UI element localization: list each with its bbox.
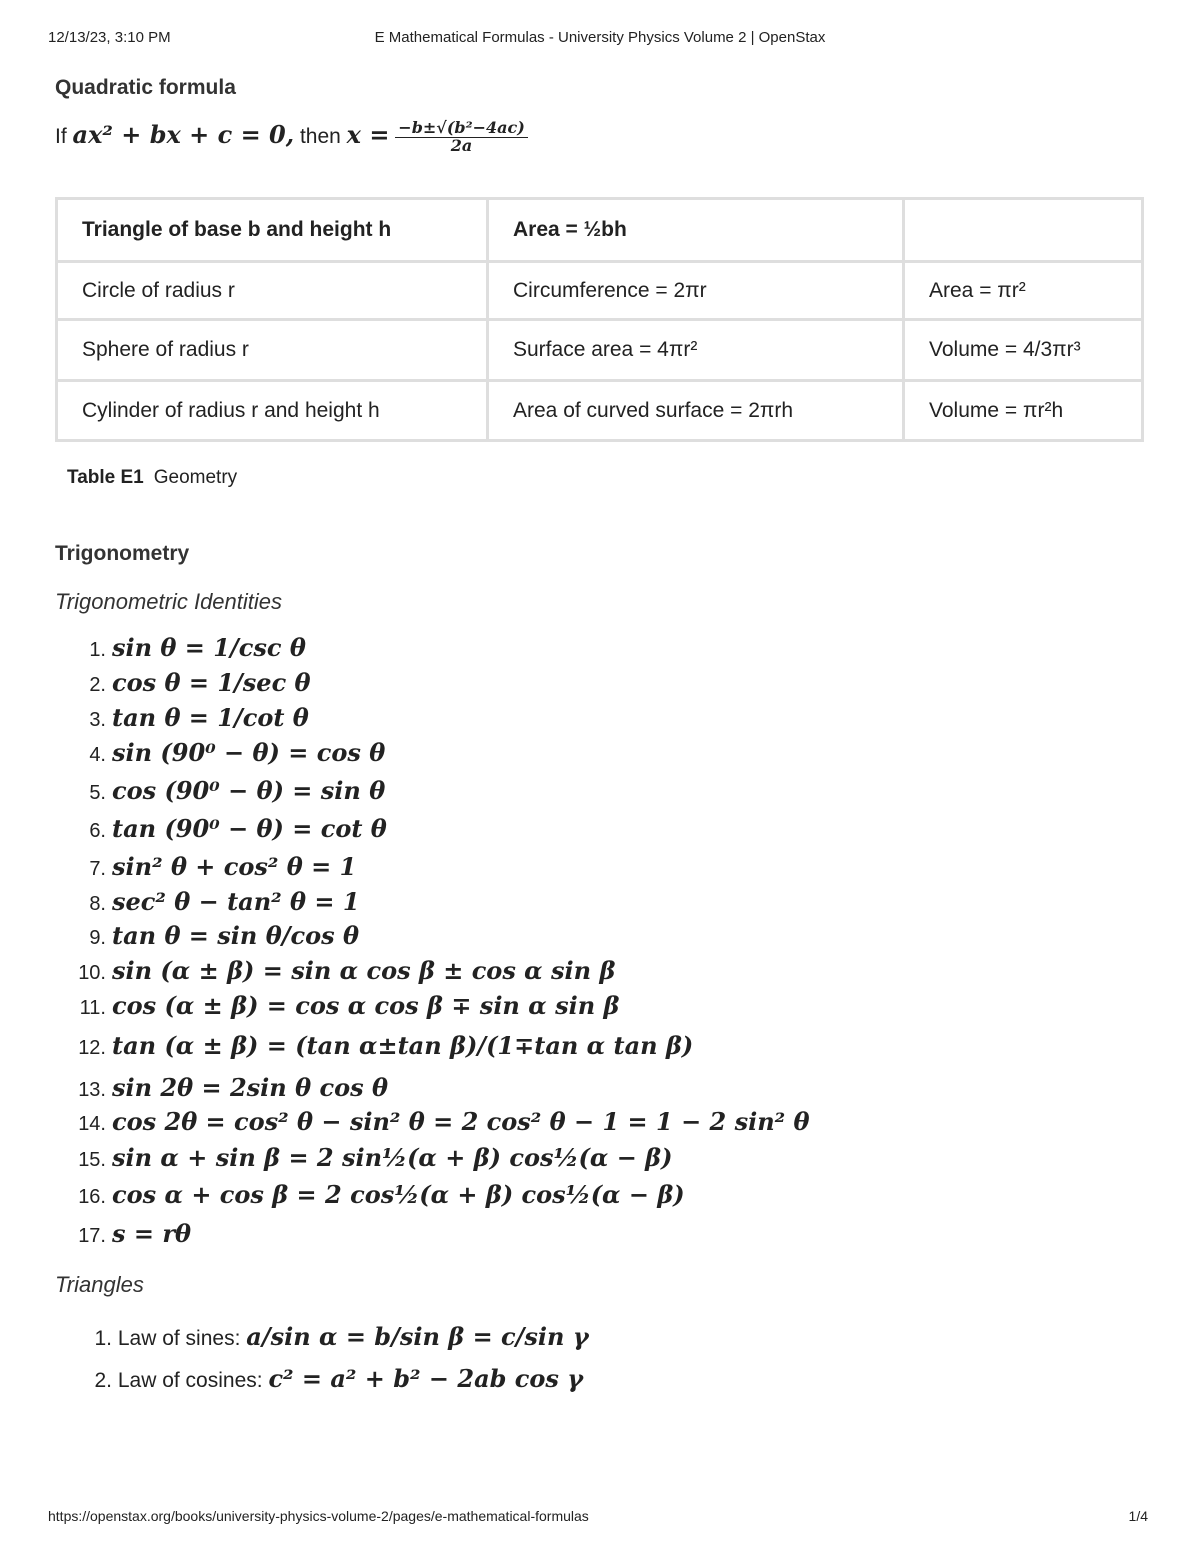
table-cell: Sphere of radius r: [57, 320, 488, 381]
identity-formula: cos (α ± β) = cos α cos β ∓ sin α sin β: [112, 991, 620, 1020]
identity-formula: cos (90⁰ − θ) = sin θ: [112, 776, 386, 805]
table-cell: Area of curved surface = 2πrh: [488, 381, 904, 441]
identity-formula: tan (90⁰ − θ) = cot θ: [112, 814, 387, 843]
table-cell: Volume = 4/3πr³: [904, 320, 1143, 381]
law-of-cosines-formula: c² = a² + b² − 2ab cos γ: [268, 1364, 584, 1393]
caption-text: Geometry: [153, 467, 238, 488]
then-word: then: [299, 125, 341, 148]
trigonometry-heading: Trigonometry: [55, 542, 190, 565]
table-cell: Area = ½bh: [488, 199, 904, 262]
identity-formula: sin² θ + cos² θ = 1: [112, 852, 357, 881]
table-cell: Area = πr²: [904, 262, 1143, 320]
footer-url: https://openstax.org/books/university-physics-volume-2/pages/e-mathematical-formulas: [48, 1508, 589, 1524]
table-cell: Volume = πr²h: [904, 381, 1143, 441]
identity-formula: cos α + cos β = 2 cos½(α + β) cos½(α − β): [112, 1180, 685, 1209]
identity-formula: sin (90⁰ − θ) = cos θ: [112, 738, 386, 767]
footer-page-number: 1/4: [1128, 1508, 1148, 1524]
table-cell: Surface area = 4πr²: [488, 320, 904, 381]
identity-formula: sin θ = 1/csc θ: [112, 633, 306, 662]
law-of-sines-label: Law of sines:: [117, 1327, 241, 1350]
header-title: E Mathematical Formulas - University Physics Volume 2 | OpenStax: [374, 29, 826, 46]
quadratic-formula-line: [55, 120, 528, 155]
table-cell: Triangle of base b and height h: [57, 199, 488, 262]
table-cell: Circle of radius r: [57, 262, 488, 320]
if-word: If: [55, 125, 67, 148]
law-of-sines-formula: a/sin α = b/sin β = c/sin γ: [246, 1322, 589, 1351]
table-row: [57, 262, 1143, 320]
identity-formula: tan θ = 1/cot θ: [112, 703, 309, 732]
identity-formula: tan (α ± β) = (tan α±tan β)/(1∓tan α tan β): [112, 1031, 694, 1060]
x-equals: x =: [346, 120, 390, 149]
caption-label: Table E1: [67, 467, 144, 488]
law-of-cosines-label: Law of cosines:: [117, 1369, 263, 1392]
identities-subheading: Trigonometric Identities: [55, 589, 283, 614]
quadratic-denominator: 2a: [450, 135, 473, 155]
table-cell: Circumference = 2πr: [488, 262, 904, 320]
triangles-heading: Triangles: [55, 1272, 144, 1297]
identity-formula: s = rθ: [112, 1219, 191, 1248]
quadratic-fraction: [395, 120, 528, 155]
table-caption: [67, 467, 237, 489]
quadratic-numerator: −b±√(b²−4ac): [395, 120, 528, 138]
header-date: 12/13/23, 3:10 PM: [48, 29, 171, 46]
quadratic-heading: Quadratic formula: [55, 76, 236, 99]
table-cell: [904, 199, 1143, 262]
table-row: [57, 320, 1143, 381]
table-cell: Cylinder of radius r and height h: [57, 381, 488, 441]
identity-formula: tan θ = sin θ/cos θ: [112, 921, 359, 950]
quadratic-equation: ax² + bx + c = 0,: [72, 120, 295, 149]
identity-formula: cos 2θ = cos² θ − sin² θ = 2 cos² θ − 1 = 1 − 2 sin² θ: [112, 1107, 810, 1136]
identity-formula: sin 2θ = 2sin θ cos θ: [112, 1073, 388, 1102]
table-row: [57, 199, 1143, 262]
geometry-table: [55, 197, 1144, 442]
identity-formula: sin α + sin β = 2 sin½(α + β) cos½(α − β): [112, 1143, 673, 1172]
list-item: 2. Law of cosines: c² = a² + b² − 2ab cos γ: [94, 1364, 584, 1393]
identity-formula: sec² θ − tan² θ = 1: [112, 887, 360, 916]
table-row: [57, 381, 1143, 441]
list-item: 1. Law of sines: a/sin α = b/sin β = c/sin γ: [94, 1322, 589, 1351]
identity-formula: cos θ = 1/sec θ: [112, 668, 311, 697]
identity-formula: sin (α ± β) = sin α cos β ± cos α sin β: [112, 956, 616, 985]
